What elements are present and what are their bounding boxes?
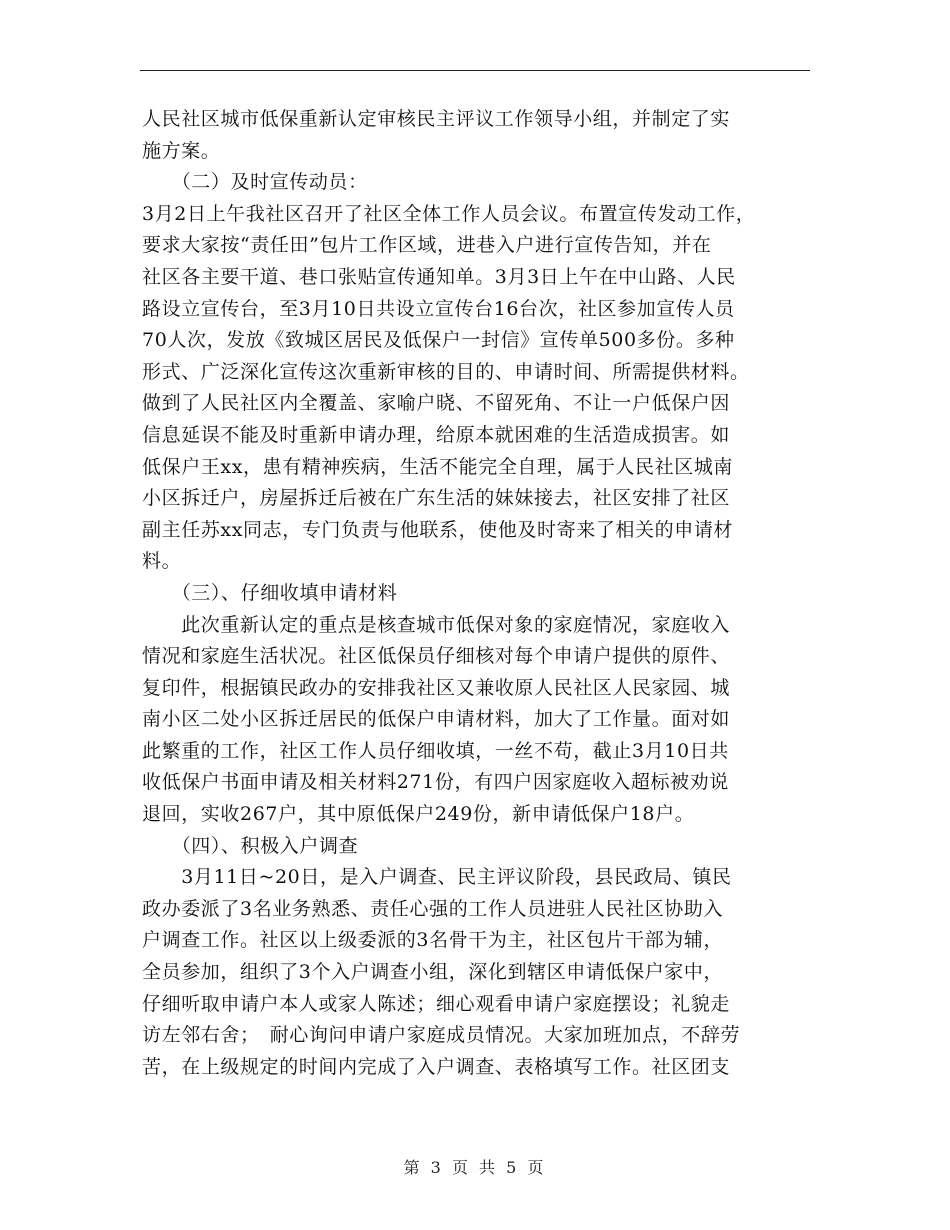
text-line: 收低保户书面申请及相关材料271份，有四户因家庭收入超标被劝说 bbox=[142, 771, 729, 794]
text-line: 复印件，根据镇民政办的安排我社区又兼收原人民社区人民家园、城 bbox=[142, 676, 731, 699]
text-line: 社区各主要干道、巷口张贴宣传通知单。3月3日上午在中山路、人民 bbox=[142, 265, 736, 288]
text-line: 南小区二处小区拆迁居民的低保户申请材料，加大了工作量。面对如 bbox=[142, 708, 731, 731]
text-line: 要求大家按“责任田”包片工作区域，进巷入户进行宣传告知，并在 bbox=[142, 234, 712, 257]
text-line: 料。 bbox=[142, 550, 182, 573]
text-line: 低保户王xx，患有精神疾病，生活不能完全自理，属于人民社区城南 bbox=[142, 455, 734, 478]
text-line: 3月11日~20日，是入户调查、民主评议阶段，县民政局、镇民 bbox=[142, 866, 732, 889]
text-line: 退回，实收267户，其中原低保户249份，新申请低保户18户。 bbox=[142, 803, 695, 826]
page-footer: 第 3 页 共 5 页 bbox=[403, 1158, 547, 1177]
text-line: 3月2日上午我社区召开了社区全体工作人员会议。布置宣传发动工作， bbox=[142, 202, 756, 225]
text-line: 小区拆迁户，房屋拆迁后被在广东生活的妹妹接去，社区安排了社区 bbox=[142, 487, 731, 510]
section-heading: （四）、积极入户调查 bbox=[142, 834, 359, 857]
text-line: 全员参加，组织了3个入户调查小组，深化到辖区申请低保户家中， bbox=[142, 961, 724, 984]
text-line: 情况和家庭生活状况。社区低保员仔细核对每个申请户提供的原件、 bbox=[142, 645, 731, 668]
text-line: 副主任苏xx同志，专门负责与他联系，使他及时寄来了相关的申请材 bbox=[142, 518, 734, 541]
text-line: 人民社区城市低保重新认定审核民主评议工作领导小组，并制定了实 bbox=[142, 108, 731, 130]
section-heading: （三）、仔细收填申请材料 bbox=[142, 581, 398, 604]
text-line: 户调查工作。社区以上级委派的3名骨干为主，社区包片干部为辅， bbox=[142, 929, 724, 952]
text-line: 形式、广泛深化宣传这次重新审核的目的、申请时间、所需提供材料。 bbox=[142, 360, 750, 383]
text-line: 仔细听取申请户本人或家人陈述；细心观看申请户家庭摆设；礼貌走 bbox=[142, 992, 731, 1015]
text-line: 70人次，发放《致城区居民及低保户一封信》宣传单500多份。多种 bbox=[142, 329, 735, 352]
section-heading: （二）及时宣传动员： bbox=[142, 171, 368, 194]
text-line: 政办委派了3名业务熟悉、责任心强的工作人员进驻人民社区协助入 bbox=[142, 897, 724, 920]
header-rule bbox=[140, 70, 810, 71]
text-line: 此次重新认定的重点是核查城市低保对象的家庭情况，家庭收入 bbox=[142, 613, 731, 636]
text-line: 信息延误不能及时重新申请办理，给原本就困难的生活造成损害。如 bbox=[142, 423, 731, 446]
document-body bbox=[142, 104, 810, 1083]
text-line: 施方案。 bbox=[142, 139, 221, 162]
text-line: 此繁重的工作，社区工作人员仔细收填，一丝不苟，截止3月10日共 bbox=[142, 739, 729, 762]
text-line: 苦，在上级规定的时间内完成了入户调查、表格填写工作。社区团支 bbox=[142, 1055, 731, 1078]
text-line: 做到了人民社区内全覆盖、家喻户晓、不留死角、不让一户低保户因 bbox=[142, 392, 731, 415]
text-line: 访左邻右舍； 耐心询问申请户家庭成员情况。大家加班加点，不辞劳 bbox=[142, 1024, 741, 1047]
text-line: 路设立宣传台，至3月10日共设立宣传台16台次，社区参加宣传人员 bbox=[142, 297, 735, 320]
